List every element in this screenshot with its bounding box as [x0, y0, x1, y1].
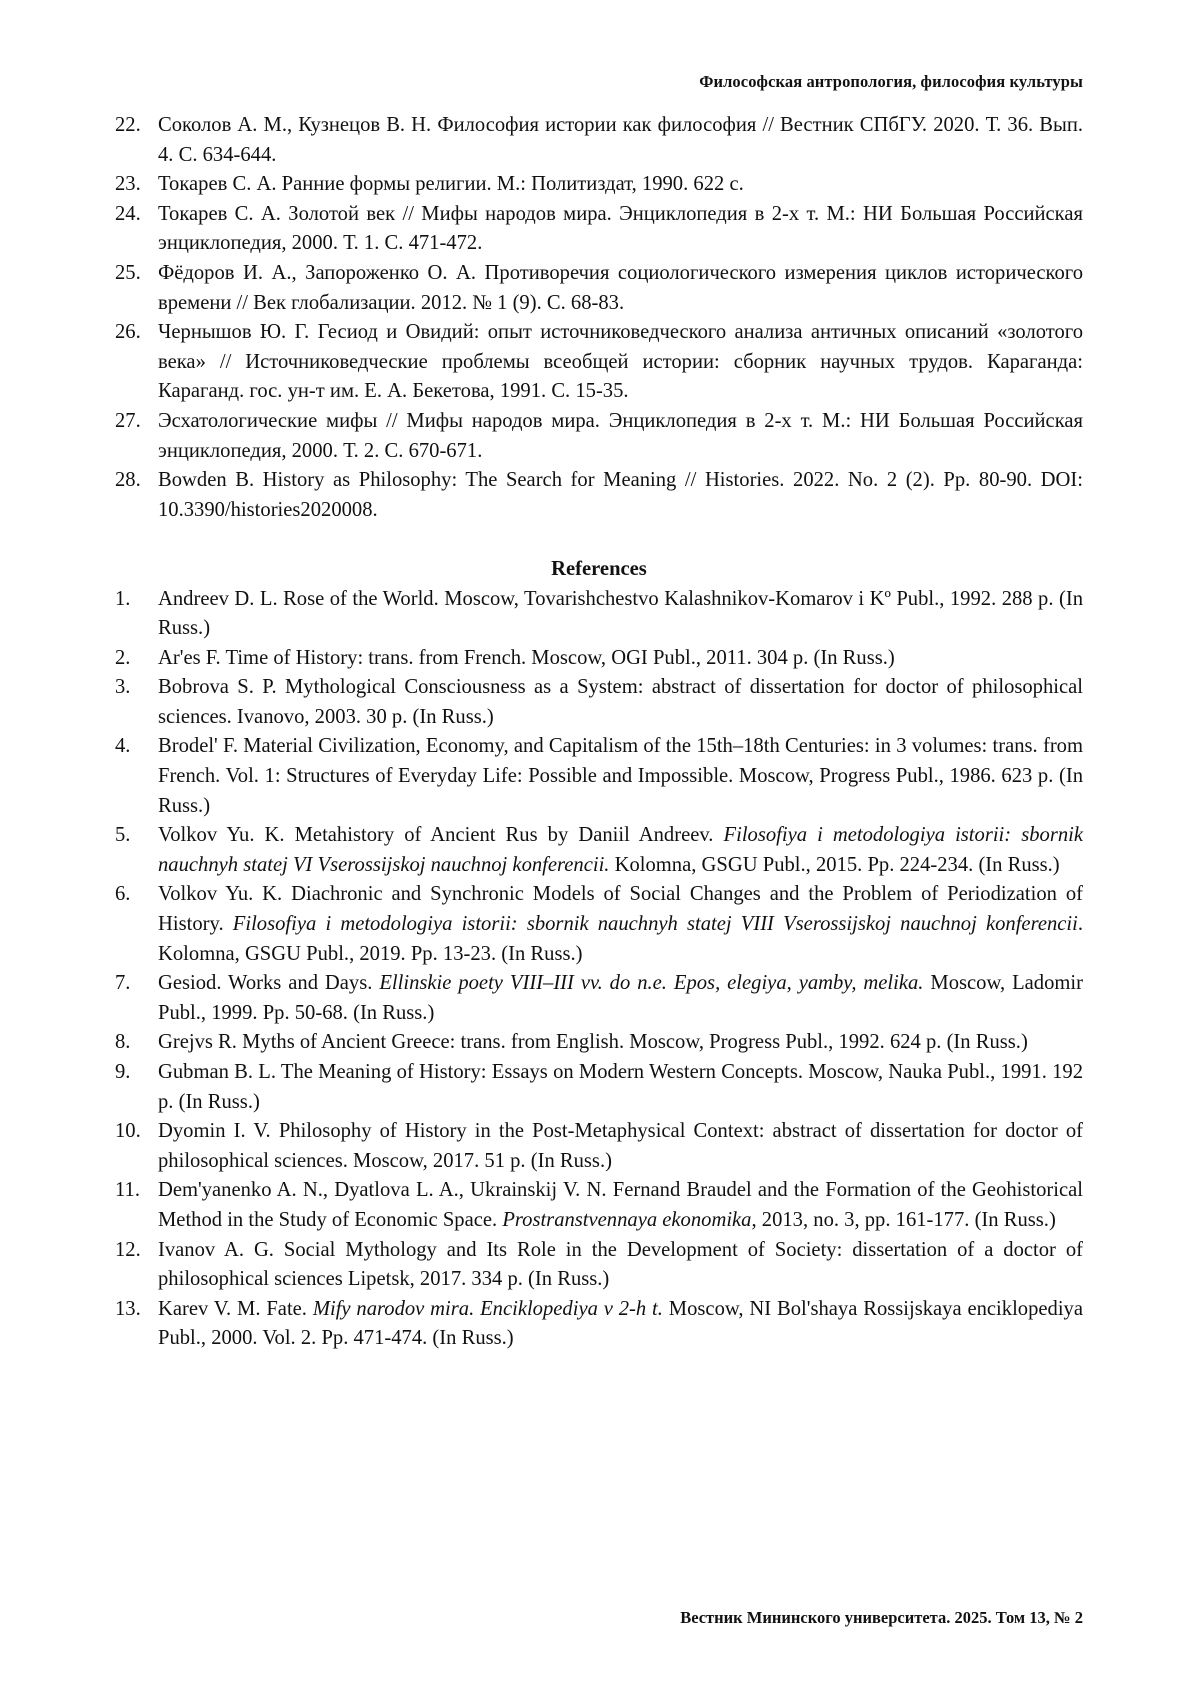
- reference-entry: [115, 1058, 1083, 1117]
- entry-text: Bobrova S. P. Mythological Consciousness as a System: abstract of dissertation for doctor of philosophical sciences. Ivanovo, 2003. 30 p. (In Russ.): [158, 676, 1083, 728]
- entry-number: 9.: [115, 1061, 131, 1083]
- entry-number: 10.: [115, 1120, 141, 1143]
- entry-text: . Kolomna, GSGU Publ., 2019. Pp. 13-23. (In Russ.): [158, 913, 1083, 965]
- reference-entry: [115, 969, 1083, 1028]
- entry-text: Volkov Yu. K. Diachronic and Synchronic Models of Social Changes and the Problem of Periodization of History.: [158, 883, 1083, 936]
- entry-number: 11.: [115, 1179, 140, 1202]
- entry-italic-title: Filosofiya i metodologiya istorii: sbornik nauchnyh statej VI Vserossijskoj nauchnoj konferencii.: [158, 824, 1083, 876]
- literature-entry: [115, 259, 1083, 318]
- entry-number: 12.: [115, 1238, 141, 1261]
- references-list: [115, 585, 1083, 1354]
- page-content: [115, 111, 1083, 1354]
- entry-number: 7.: [115, 972, 131, 995]
- literature-entry: [115, 318, 1083, 407]
- entry-text: Фёдоров И. А., Запороженко О. А. Противоречия социологического измерения циклов исторического времени // Век глобализации. 2012. № 1 (9). С. 68-83.: [158, 261, 1083, 314]
- entry-text: Токарев С. А. Ранние формы религии. М.: Политиздат, 1990. 622 с.: [158, 173, 744, 196]
- literature-entry: [115, 170, 1083, 200]
- running-head: Философская антропология, философия культуры: [699, 72, 1083, 91]
- entry-text: Чернышов Ю. Г. Гесиод и Овидий: опыт источниковедческого анализа античных описаний «золотого века» // Источниковедческие проблемы всеобщей истории: сборник научных трудов. Караганда: Караганд. гос. ун-т им. Е. А. Бекетова, 1991. С. 15-35.: [158, 321, 1083, 403]
- entry-number: 1.: [115, 587, 131, 610]
- entry-number: 25.: [115, 261, 141, 284]
- reference-entry: [115, 732, 1083, 821]
- entry-number: 27.: [115, 409, 141, 432]
- reference-entry: [115, 821, 1083, 880]
- entry-text: Karev V. M. Fate.: [158, 1297, 313, 1320]
- reference-entry: [115, 585, 1083, 644]
- entry-text: Gesiod. Works and Days.: [158, 972, 380, 995]
- reference-entry: [115, 1028, 1083, 1058]
- entry-number: 6.: [115, 883, 131, 906]
- literature-entry: [115, 407, 1083, 466]
- reference-entry: [115, 1176, 1083, 1235]
- reference-entry: [115, 673, 1083, 732]
- entry-italic-title: Prostranstvennaya ekonomika: [502, 1208, 752, 1231]
- entry-number: 23.: [115, 173, 141, 196]
- entry-italic-title: Ellinskie poety VIII–III vv. do n.e. Epos, elegiya, yamby, melika.: [379, 972, 924, 995]
- entry-number: 5.: [115, 824, 131, 847]
- reference-entry: [115, 1236, 1083, 1295]
- entry-text: , 2013, no. 3, pp. 161-177. (In Russ.): [751, 1208, 1056, 1231]
- reference-entry: [115, 1295, 1083, 1354]
- entry-text: Dyomin I. V. Philosophy of History in the Post-Metaphysical Context: abstract of dissertation for doctor of philosophical sciences. Moscow, 2017. 51 p. (In Russ.): [158, 1120, 1083, 1172]
- entry-number: 3.: [115, 676, 131, 699]
- entry-italic-title: Filosofiya i metodologiya istorii: sbornik nauchnyh statej VIII Vserossijskoj nauchnoj konferencii: [232, 913, 1078, 936]
- literature-entry: [115, 200, 1083, 259]
- entry-text: Moscow, Ladomir Publ., 1999. Pp. 50-68. (In Russ.): [158, 972, 1083, 1024]
- entry-text: Brodel' F. Material Civilization, Economy, and Capitalism of the 15th–18th Centuries: in 3 volumes: trans. from French. Vol. 1: Structures of Everyday Life: Possible and Impossible. Moscow, Progress Publ., 1986. 623 p. (In Russ.): [158, 735, 1083, 817]
- entry-number: 28.: [115, 469, 141, 492]
- entry-number: 4.: [115, 735, 131, 758]
- literature-list: [115, 111, 1083, 525]
- entry-text: Dem'yanenko A. N., Dyatlova L. A., Ukrainskij V. N. Fernand Braudel and the Formation of the Geohistorical Method in the Study of Economic Space.: [158, 1179, 1083, 1231]
- entry-text: Grejvs R. Myths of Ancient Greece: trans. from English. Moscow, Progress Publ., 1992. 624 p. (In Russ.): [158, 1031, 1028, 1054]
- entry-text: Ar'es F. Time of History: trans. from French. Moscow, OGI Publ., 2011. 304 p. (In Russ.): [158, 646, 895, 669]
- entry-number: 8.: [115, 1031, 131, 1054]
- entry-italic-title: Mify narodov mira. Enciklopediya v 2-h t.: [312, 1297, 663, 1320]
- reference-entry: [115, 880, 1083, 969]
- entry-number: 2.: [115, 646, 131, 669]
- entry-text: Moscow, NI Bol'shaya Rossijskaya enciklopediya Publ., 2000. Vol. 2. Pp. 471-474. (In Russ.): [158, 1297, 1083, 1350]
- entry-text: Токарев С. А. Золотой век // Мифы народов мира. Энциклопедия в 2-х т. М.: НИ Большая Российская энциклопедия, 2000. Т. 1. С. 471-472.: [158, 202, 1083, 255]
- entry-number: 13.: [115, 1297, 141, 1320]
- entry-text: Bowden B. History as Philosophy: The Search for Meaning // Histories. 2022. No. 2 (2). Pp. 80-90. DOI: 10.3390/histories2020008.: [158, 469, 1083, 521]
- entry-number: 22.: [115, 114, 141, 136]
- reference-entry: [115, 644, 1083, 674]
- entry-text: Эсхатологические мифы // Мифы народов мира. Энциклопедия в 2-х т. М.: НИ Большая Российская энциклопедия, 2000. Т. 2. С. 670-671.: [158, 409, 1083, 462]
- entry-number: 26.: [115, 321, 141, 344]
- entry-text: Kolomna, GSGU Publ., 2015. Pp. 224-234. (In Russ.): [609, 853, 1060, 876]
- literature-entry: [115, 466, 1083, 525]
- entry-text: Соколов А. М., Кузнецов В. Н. Философия истории как философия // Вестник СПбГУ. 2020. Т. 36. Вып. 4. С. 634-644.: [158, 114, 1083, 166]
- reference-entry: [115, 1117, 1083, 1176]
- entry-text: Volkov Yu. K. Metahistory of Ancient Rus by Daniil Andreev.: [158, 824, 724, 847]
- literature-entry: [115, 111, 1083, 170]
- running-foot: Вестник Мининского университета. 2025. Том 13, № 2: [680, 1608, 1083, 1627]
- entry-text: Gubman B. L. The Meaning of History: Essays on Modern Western Concepts. Moscow, Nauka Publ., 1991. 192 p. (In Russ.): [158, 1061, 1083, 1113]
- references-title: References: [551, 557, 647, 580]
- entry-text: Andreev D. L. Rose of the World. Moscow, Tovarishchestvo Kalashnikov-Komarov i Kº Publ., 1992. 288 p. (In Russ.): [158, 587, 1083, 640]
- entry-number: 24.: [115, 202, 141, 225]
- entry-text: Ivanov A. G. Social Mythology and Its Role in the Development of Society: dissertation of a doctor of philosophical sciences Lipetsk, 2017. 334 p. (In Russ.): [158, 1238, 1083, 1291]
